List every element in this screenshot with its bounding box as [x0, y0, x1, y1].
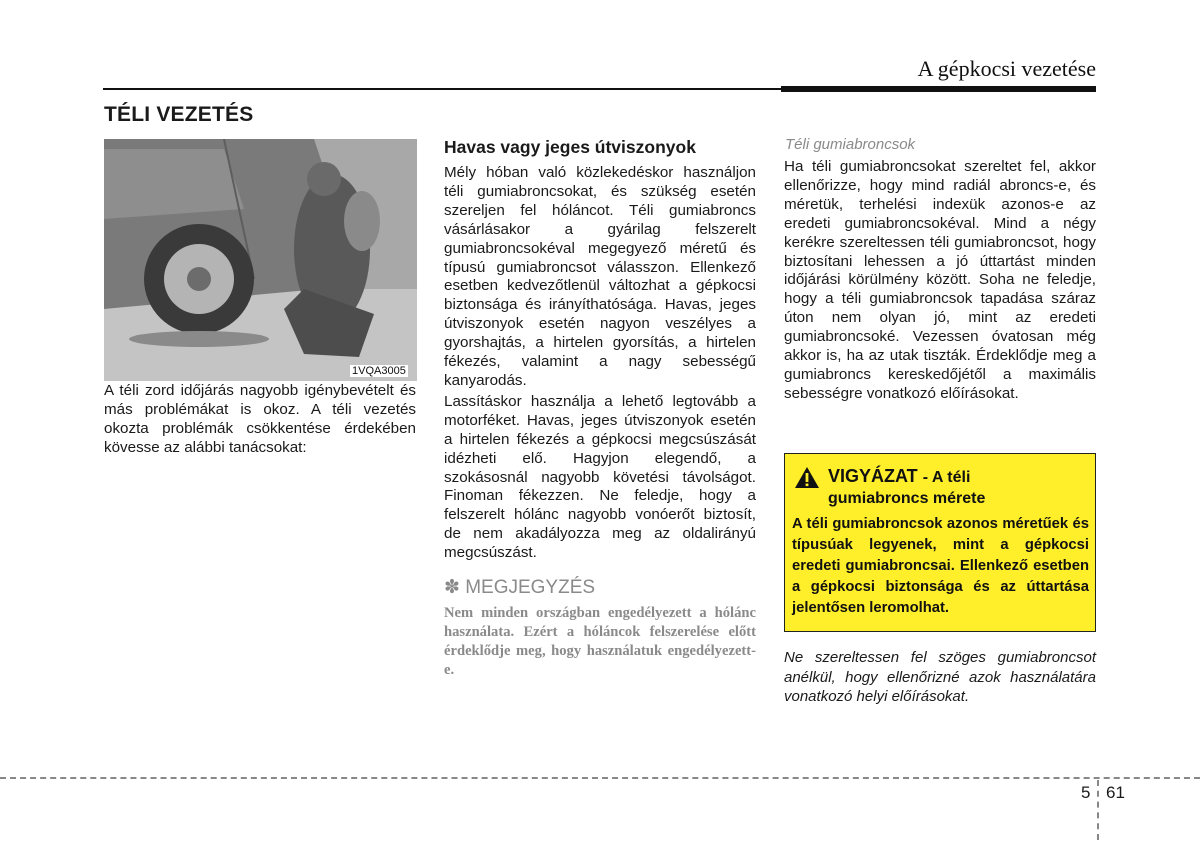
section-title: TÉLI VEZETÉS — [104, 103, 254, 126]
header-rule-thick — [781, 86, 1096, 92]
warning-subtitle: gumiabroncs mérete — [828, 490, 986, 507]
snow-ice-paragraph-1: Mély hóban való közlekedéskor használjon téli gumiabroncsokat, és szükség esetén szereljen fel hóláncot. Téli gumiabroncs vásárlásakor a gyárilag felszerelt gumiabroncsokéval megegyező méretű és típusú gumiabroncsot válasszon. Ellenkező esetben kedvezőtlenül változhat a gépkocsi biztonsága és irányíthatósága. Havas, jeges útviszonyok esetén nagyon veszélyes a gyorshajtás, a hirtelen gyorsítás, a hirtelen fékezés, valamint a nagy sebességű kanyarodás. — [444, 164, 756, 389]
winter-tires-paragraph: Ha téli gumiabroncsokat szereltet fel, akkor ellenőrizze, hogy mind radiál abroncs-e, és méretük, terhelési indexük azonos-e az eredeti gumiabroncsokéval. Mind a négy kerékre szereltessen téli gumiabroncsot, hogy biztosítani lehessen a jó úttartást minden időjárási körülmény között. Soha ne feledje, hogy a téli gumiabroncsok tapadása száraz úton nem olyan jó, mint az eredeti gumiabroncsoké. Vezessen óvatosan még akkor is, ha az utak tiszták. Érdeklődje meg a gumiabroncs kereskedőjétől a maximális sebességre vonatkozó előírásokat. — [784, 158, 1096, 402]
note-text: Nem minden országban engedélyezett a hólánc használata. Ezért a hóláncok felszerelése előtt érdeklődje meg, hogy használatuk engedélyezett-e. — [444, 605, 756, 678]
snow-ice-paragraph-2: Lassításkor használja a lehető legtovább a motorféket. Havas, jeges útviszonyok esetén a hirtelen fékezés a gépkocsi megcsúszását idézheti elő. Hagyjon elegendő, a szokásosnál nagyobb követési távolságot. Finoman fékezzen. Ne feledje, hogy a felszerelt hólánc nagyobb vonóerőt biztosít, de nem akadályozza meg az oldalirányú megcsúszást. — [444, 392, 756, 562]
warning-triangle-icon — [794, 466, 820, 489]
photo-illustration — [104, 139, 417, 381]
winter-tire-photo — [104, 139, 417, 381]
warning-title-main: VIGYÁZAT — [828, 466, 918, 486]
footer-dashed-rule — [0, 777, 1200, 779]
note-heading: ✽ MEGJEGYZÉS — [444, 577, 596, 598]
winter-tires-subheading: Téli gumiabroncsok — [785, 136, 916, 153]
warning-title-sub: - A téli — [922, 469, 971, 486]
running-header-title: A gépkocsi vezetése — [917, 56, 1096, 81]
warning-title — [828, 466, 970, 487]
chapter-number: 5 — [1081, 783, 1091, 802]
warning-box — [784, 453, 1096, 632]
intro-paragraph: A téli zord időjárás nagyobb igénybevételt és más problémákat is okoz. A téli vezetés okozta problémák csökkentése érdekében kövesse az alábbi tanácsokat: — [104, 382, 416, 456]
figure-caption: 1VQA3005 — [352, 365, 406, 377]
snow-ice-heading: Havas vagy jeges útviszonyok — [444, 137, 696, 157]
snow-ice-body — [444, 164, 756, 563]
page-number: 61 — [1106, 783, 1125, 802]
warning-text: A téli gumiabroncsok azonos méretűek és típusúak legyenek, mint a gépkocsi eredeti gumiabroncsai. Ellenkező esetben a gépkocsi biztonsága és az úttartása jelentősen leromolhat. — [792, 516, 1089, 616]
studded-tires-note: Ne szereltessen fel szöges gumiabroncsot anélkül, hogy ellenőrizné azok használatára vonatkozó helyi előírásokat. — [784, 649, 1096, 705]
footer-page-divider — [1097, 780, 1099, 840]
